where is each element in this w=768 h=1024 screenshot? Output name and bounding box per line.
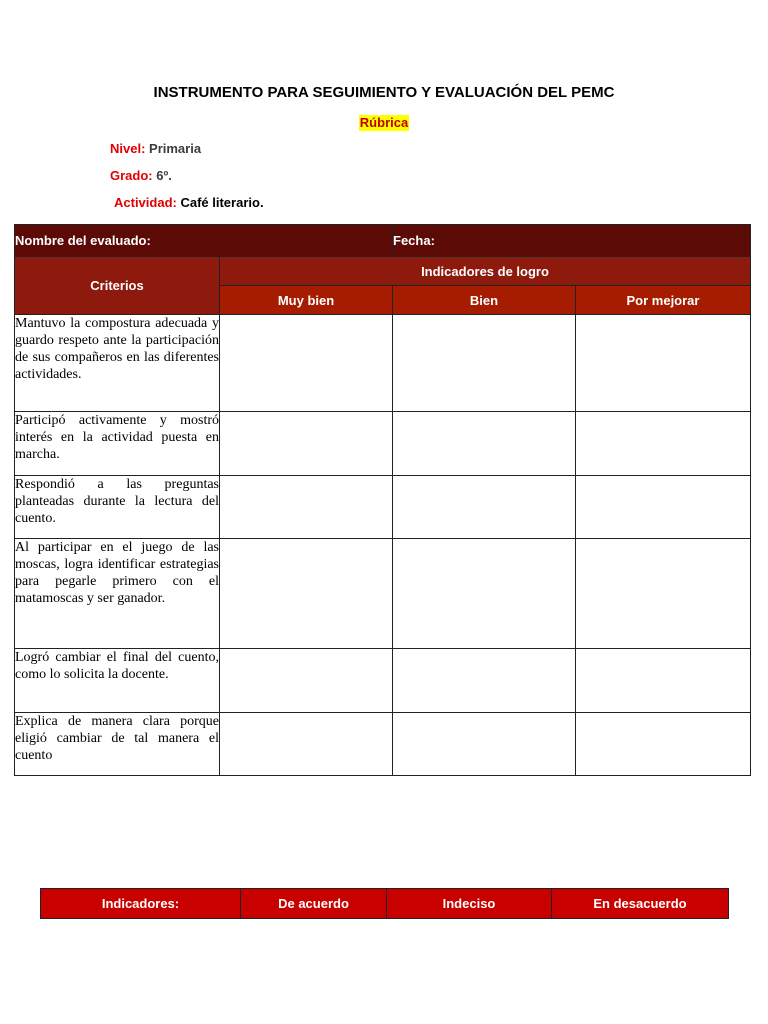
cell-bien[interactable] <box>393 315 576 412</box>
cell-por-mejorar[interactable] <box>576 315 751 412</box>
table-row <box>15 315 751 412</box>
cell-bien[interactable] <box>393 713 576 776</box>
cell-muy-bien[interactable] <box>220 412 393 476</box>
option-de-acuerdo: De acuerdo <box>241 889 387 919</box>
indicators-label: Indicadores: <box>41 889 241 919</box>
level-muy-bien: Muy bien <box>220 286 393 315</box>
criterios-header: Criterios <box>15 257 220 315</box>
table-row <box>15 539 751 649</box>
cell-por-mejorar[interactable] <box>576 713 751 776</box>
document-title: INSTRUMENTO PARA SEGUIMIENTO Y EVALUACIÓN DEL PEMC <box>153 84 615 101</box>
table-row <box>15 713 751 776</box>
option-en-desacuerdo: En desacuerdo <box>552 889 729 919</box>
fecha-label: Fecha: <box>393 225 751 257</box>
cell-muy-bien[interactable] <box>220 539 393 649</box>
cell-bien[interactable] <box>393 412 576 476</box>
grado-value: 6º. <box>156 168 172 183</box>
level-bien: Bien <box>393 286 576 315</box>
cell-muy-bien[interactable] <box>220 713 393 776</box>
cell-muy-bien[interactable] <box>220 476 393 539</box>
table-row <box>15 476 751 539</box>
criterion-text: Al participar en el juego de las moscas, logra identificar estrategias para pegarle primero con el matamoscas y ser ganador. <box>15 539 220 649</box>
nivel-label: Nivel: <box>110 141 146 156</box>
criterion-text: Explica de manera clara porque eligió cambiar de tal manera el cuento <box>15 713 220 776</box>
cell-por-mejorar[interactable] <box>576 649 751 713</box>
cell-muy-bien[interactable] <box>220 649 393 713</box>
evaluado-label: Nombre del evaluado: <box>15 225 393 257</box>
criterion-text: Participó activamente y mostró interés en la actividad puesta en marcha. <box>15 412 220 476</box>
criterion-text: Mantuvo la compostura adecuada y guardo respeto ante la participación de sus compañeros en las diferentes actividades. <box>15 315 220 412</box>
cell-bien[interactable] <box>393 649 576 713</box>
actividad-label: Actividad: <box>114 195 177 210</box>
actividad-value: Café literario. <box>180 195 264 210</box>
indicadores-header: Indicadores de logro <box>220 257 751 286</box>
cell-por-mejorar[interactable] <box>576 539 751 649</box>
nivel-value: Primaria <box>149 141 202 156</box>
nivel-line <box>110 141 201 156</box>
criterion-text: Respondió a las preguntas planteadas durante la lectura del cuento. <box>15 476 220 539</box>
grado-label: Grado: <box>110 168 153 183</box>
table-row <box>15 412 751 476</box>
indicators-table <box>40 888 729 919</box>
option-indeciso: Indeciso <box>387 889 552 919</box>
indicators-header-row <box>15 257 751 286</box>
evaluado-row <box>15 225 751 257</box>
cell-por-mejorar[interactable] <box>576 476 751 539</box>
rubric-table <box>14 224 751 776</box>
cell-bien[interactable] <box>393 539 576 649</box>
actividad-line <box>114 195 264 210</box>
cell-muy-bien[interactable] <box>220 315 393 412</box>
indicators-row <box>41 889 729 919</box>
level-por-mejorar: Por mejorar <box>576 286 751 315</box>
criterion-text: Logró cambiar el final del cuento, como lo solicita la docente. <box>15 649 220 713</box>
subtitle-wrap <box>0 114 768 132</box>
table-row <box>15 649 751 713</box>
grado-line <box>110 168 172 183</box>
cell-bien[interactable] <box>393 476 576 539</box>
cell-por-mejorar[interactable] <box>576 412 751 476</box>
document-subtitle: Rúbrica <box>359 115 409 130</box>
